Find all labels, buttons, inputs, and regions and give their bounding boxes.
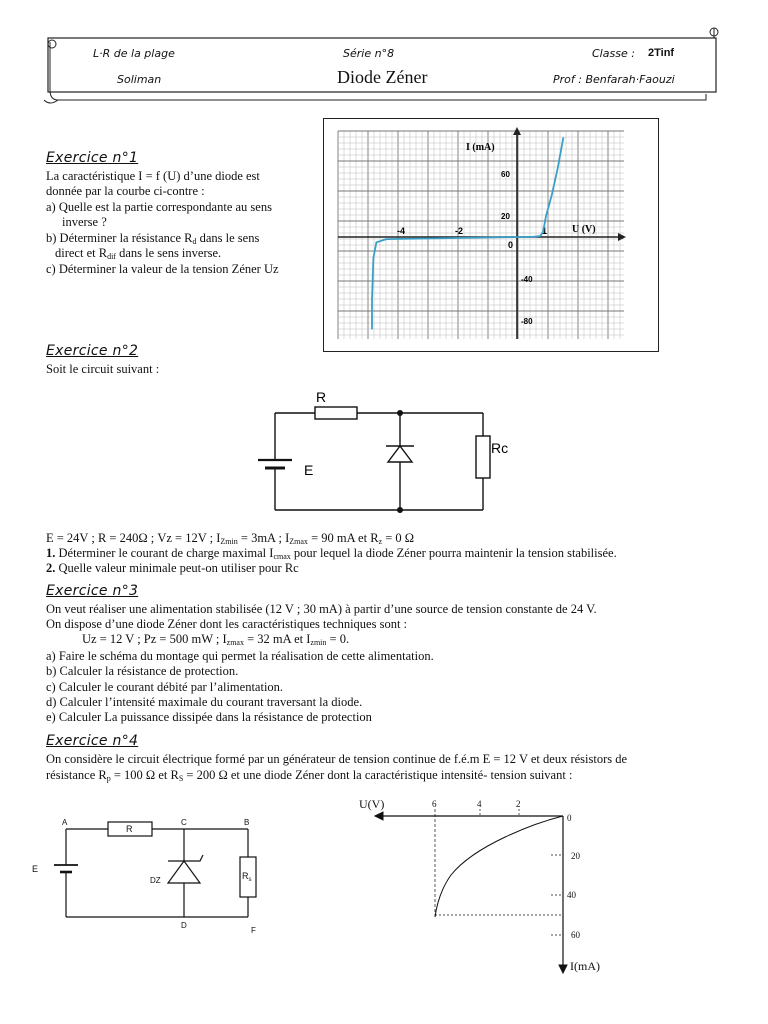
ex2-given-rz: z <box>378 537 383 546</box>
ex4-l2-sub2: S <box>178 774 184 783</box>
y-tick-label: -80 <box>521 317 533 326</box>
ex2-given-1: E = 24V ; R = 240Ω ; Vz = 12V ; I <box>46 531 221 545</box>
classe-value: 2Tinf <box>648 47 675 59</box>
y-tick-label: 20 <box>501 212 510 221</box>
ex4-label-Rs-sub: s <box>248 877 252 883</box>
x-tick-label: -4 <box>397 226 406 236</box>
ex2-given-zmin: Zmin <box>220 537 238 546</box>
ex3-q-b: b) Calculer la résistance de protection. <box>46 664 239 678</box>
serie-number: Série n°8 <box>343 47 395 60</box>
ex1-line-6a: direct et R <box>55 246 108 260</box>
ex2-given-4: = 0 Ω <box>382 531 415 545</box>
ex1-line-7: c) Déterminer la valeur de la tension Zéner Uz <box>46 262 279 276</box>
ex3-q-d: d) Calculer l’intensité maximale du courant traversant la diode. <box>46 695 363 709</box>
ex2-q1b: pour lequel la diode Zéner pourra maintenir la tension stabilisée. <box>290 546 617 560</box>
ex4-l2-sub1: p <box>106 774 111 783</box>
header-scroll-frame <box>40 24 730 104</box>
ex3-q-e: e) Calculer La puissance dissipée dans la résistance de protection <box>46 710 372 724</box>
ex2-question-2 <box>46 561 299 575</box>
ex4-label-R: R <box>126 824 133 834</box>
exercise-2-title: Exercice n°2 <box>46 343 139 359</box>
ex2-label-Rc: Rc <box>491 440 509 456</box>
ex1-line-5a: b) Déterminer la résistance R <box>46 231 193 245</box>
y-axis-label: I (mA) <box>466 142 495 153</box>
ex4-u-tick-6: 6 <box>432 799 437 809</box>
ex4-label-DZ: DZ <box>150 876 161 885</box>
exercise-3-title: Exercice n°3 <box>46 583 139 599</box>
ex4-u-tick-4: 4 <box>477 799 482 809</box>
ex2-label-R: R <box>316 389 327 405</box>
exercise-4-title: Exercice n°4 <box>46 733 139 749</box>
exercise-1-title: Exercice n°1 <box>46 150 139 166</box>
ex4-line-1: On considère le circuit électrique formé par un générateur de tension continue de f.é.m E = 12 V et deux résistors de <box>46 752 628 766</box>
ex3-q-a: a) Faire le schéma du montage qui permet la réalisation de cette alimentation. <box>46 649 434 663</box>
ex4-node-D: D <box>181 921 187 930</box>
ex4-node-C: C <box>181 818 187 827</box>
ex2-q1a: Déterminer le courant de charge maximal I <box>55 546 274 560</box>
prof-name: Prof : Benfarah·Faouzi <box>553 73 675 86</box>
ex2-q2-num: 2. <box>46 561 56 575</box>
ex4-l2b: = 100 Ω et R <box>110 768 179 782</box>
ex3-l3-sub1: zmax <box>226 638 244 647</box>
ex3-line-3 <box>82 632 349 650</box>
ex3-l3a: Uz = 12 V ; Pz = 500 mW ; I <box>82 632 227 646</box>
x-axis-arrow <box>618 233 626 241</box>
x-tick-label: 0 <box>508 240 514 250</box>
ex2-q1-sub: cmax <box>273 552 291 561</box>
x-tick-label: -2 <box>455 226 464 236</box>
ex4-node-B: B <box>244 818 250 827</box>
ex4-i-tick-40: 40 <box>567 890 576 900</box>
classe-label: Classe : <box>592 47 635 60</box>
ex2-q2: Quelle valeur minimale peut-on utiliser pour Rc <box>55 561 299 575</box>
ex4-node-A: A <box>62 818 68 827</box>
ex1-line-1: La caractéristique I = f (U) d’une diode est <box>46 169 260 183</box>
ex1-chart <box>324 119 658 351</box>
ex1-line-5-sub: d <box>192 237 197 246</box>
ex2-intro: Soit le circuit suivant : <box>46 362 160 376</box>
ex4-i-tick-60: 60 <box>571 930 580 940</box>
city-name: Soliman <box>117 73 162 86</box>
ex4-label-Rs <box>242 871 252 883</box>
ex1-line-5b: dans le sens <box>196 231 260 245</box>
ex1-line-2: donnée par la courbe ci-contre : <box>46 184 205 198</box>
ex1-line-4: inverse ? <box>62 215 107 229</box>
ex1-line-3: a) Quelle est la partie correspondante au sens <box>46 200 272 214</box>
ex4-l2a: résistance R <box>46 768 107 782</box>
page-title: Diode Zéner <box>337 67 428 87</box>
ex4-node-F: F <box>251 926 256 935</box>
ex4-axis-u-label: U(V) <box>359 797 385 811</box>
ex3-l3b: = 32 mA et I <box>243 632 311 646</box>
y-tick-label: 60 <box>501 170 510 179</box>
ex2-q1-num: 1. <box>46 546 56 560</box>
ex2-given-zmax: Zmax <box>289 537 308 546</box>
y-tick-label: -40 <box>521 275 533 284</box>
ex4-line-2 <box>46 768 572 786</box>
ex1-line-6-sub: dif <box>107 252 116 261</box>
ex4-origin: 0 <box>567 813 572 823</box>
ex2-circuit-diagram <box>250 388 520 518</box>
ex1-line-6b: dans le sens inverse. <box>115 246 222 260</box>
ex2-given-2: = 3mA ; I <box>237 531 290 545</box>
ex4-label-E: E <box>32 864 39 874</box>
ex4-axis-i-label: I(mA) <box>570 959 600 973</box>
ex4-i-tick-20: 20 <box>571 851 580 861</box>
ex4-label-Rs-main: R <box>242 871 249 881</box>
ex4-u-tick-2: 2 <box>516 799 521 809</box>
x-tick-label: 1 <box>542 226 548 236</box>
ex2-label-E: E <box>304 462 314 478</box>
school-name: L·R de la plage <box>93 47 175 60</box>
ex3-line-2: On dispose d’une diode Zéner dont les caractéristiques techniques sont : <box>46 617 408 631</box>
ex4-characteristic-graph <box>355 795 605 980</box>
ex3-l3c: = 0. <box>326 632 350 646</box>
ex3-line-1: On veut réaliser une alimentation stabilisée (12 V ; 30 mA) à partir d’une source de tension constante de 24 V. <box>46 602 597 616</box>
ex1-chart-frame <box>323 118 659 352</box>
ex4-circuit-diagram <box>30 815 270 935</box>
ex3-l3-sub2: zmin <box>310 638 327 647</box>
ex2-given-3: = 90 mA et R <box>307 531 379 545</box>
ex3-q-c: c) Calculer le courant débité par l’alimentation. <box>46 680 284 694</box>
ex4-l2c: = 200 Ω et une diode Zéner dont la caractéristique intensité- tension suivant : <box>183 768 573 782</box>
x-axis-label: U (V) <box>572 224 596 235</box>
